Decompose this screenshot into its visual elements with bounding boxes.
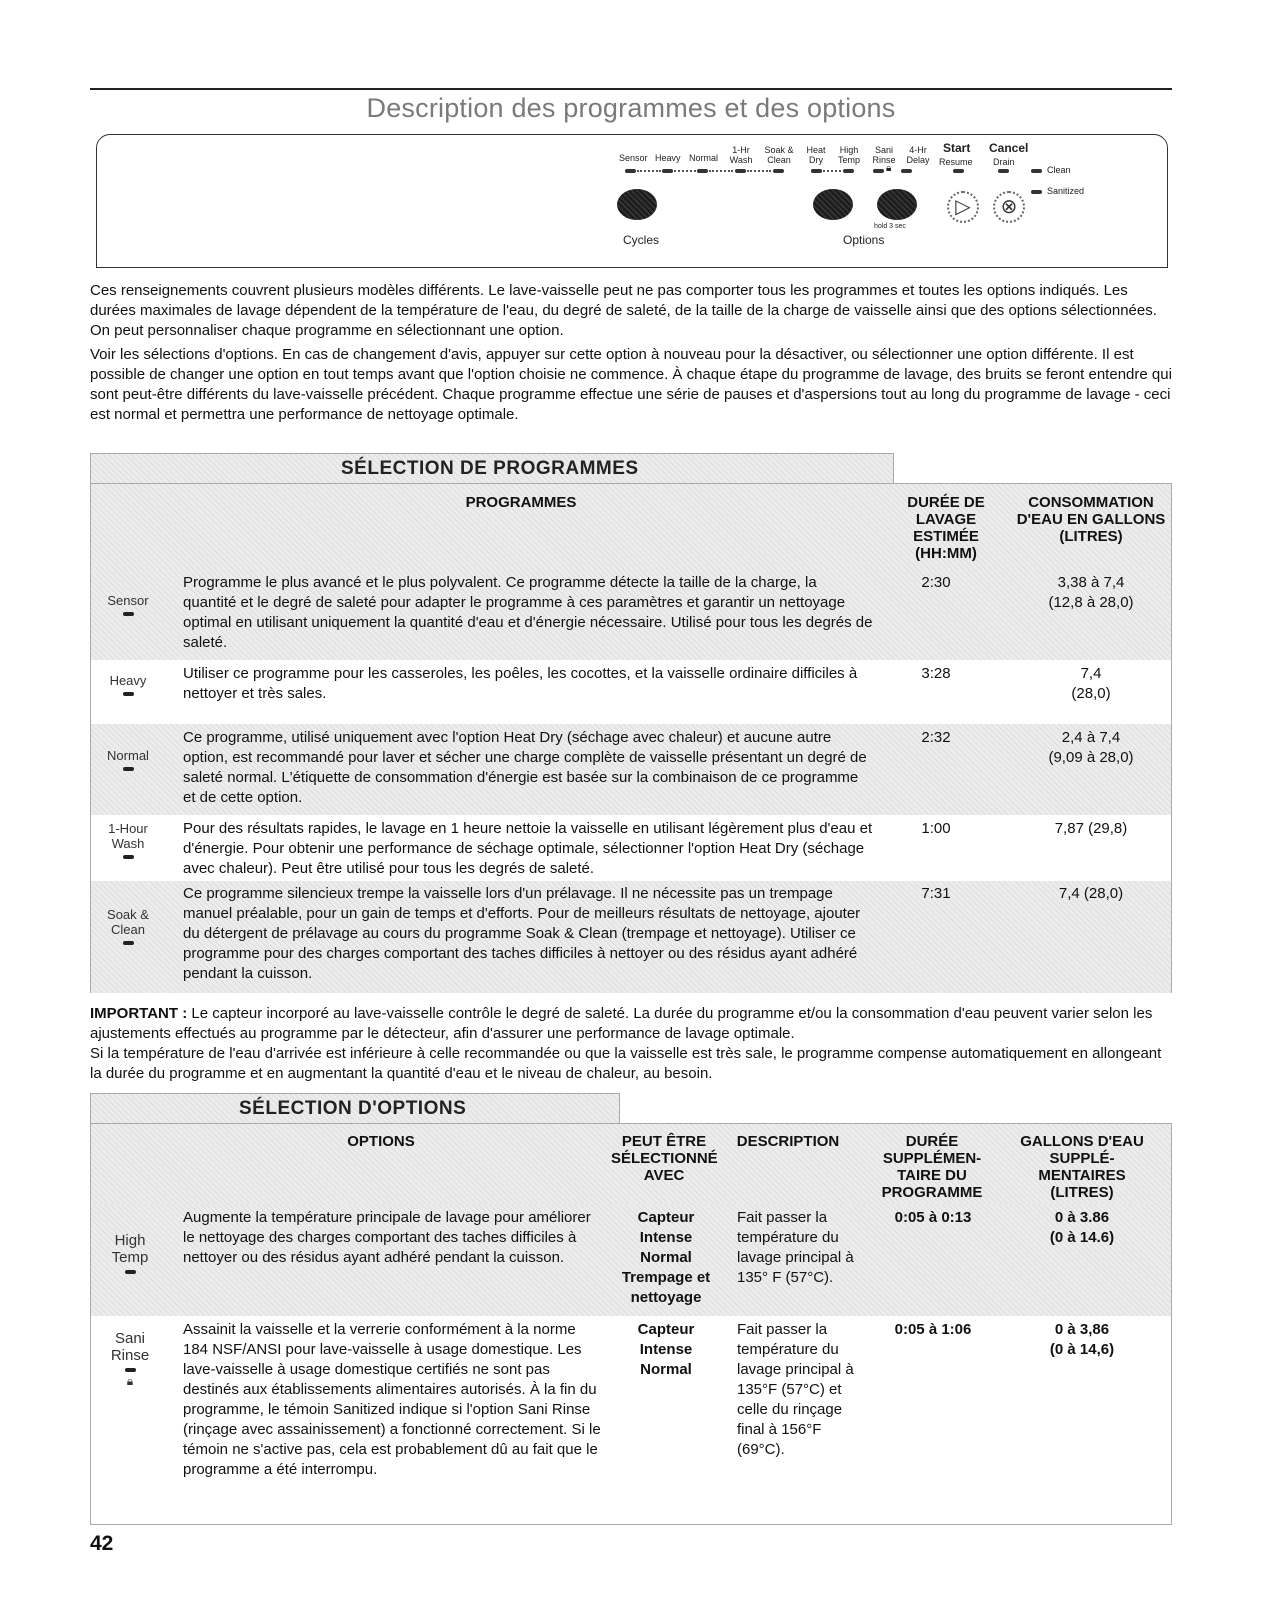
with-item: Trempage et	[621, 1269, 711, 1286]
title-rule	[90, 88, 1172, 90]
program-desc-heavy: Utiliser ce programme pour les casseroles, les poêles, les cocottes, et la vaisselle ordinaire difficiles à nettoyer et très sales.	[183, 665, 858, 702]
high-temp-indicator-icon	[125, 1270, 136, 1274]
program-water-heavy: 7,4	[1080, 665, 1102, 682]
important-note-2: Si la température de l'eau d'arrivée est inférieure à celle recommandée ou que la vaisselle est très sale, le programme compense automatiquement en allongeant la durée du programme et en augmentant la quantité d'eau et le niveau de chaleur, au besoin.	[90, 1045, 1162, 1082]
program-label-1hour-wash: 1-Hour Wash	[103, 821, 153, 859]
indicator-separator	[674, 170, 696, 173]
indicator-separator	[823, 170, 841, 173]
sanitized-indicator	[1031, 190, 1042, 194]
options-table	[90, 1123, 1172, 1525]
program-water-sensor: 3,38 à 7,4	[1057, 574, 1125, 591]
program-desc-1hour-wash: Pour des résultats rapides, le lavage en 1 heure nettoie la vaisselle en utilisant légèrement plus d'eau et d'énergie. Pour obtenir une performance de séchage optimale, sélectionner l'option Heat Dry (séchage avec chaleur). Peut être utilisé pour tous les degrés de saleté.	[183, 820, 873, 877]
program-water-litres-normal: (9,09 à 28,0)	[1048, 749, 1134, 766]
program-desc-normal: Ce programme, utilisé uniquement avec l'option Heat Dry (séchage avec chaleur) et aucune autre option, est recommandé pour laver et sécher une charge complète de vaisselle présentant un degré de saleté normal. L'étiquette de consommation d'énergie est basée sur la combinaison de ce programme et de cette option.	[183, 729, 867, 806]
cancel-indicator	[998, 169, 1009, 173]
normal-indicator-icon	[123, 767, 134, 771]
options-button-left[interactable]	[813, 189, 853, 220]
program-duration-normal: 2:32	[921, 729, 951, 746]
program-row-heavy	[91, 660, 1171, 724]
cycles-button[interactable]	[617, 189, 657, 220]
option-water-high-temp: 0 à 3.86	[1054, 1209, 1110, 1226]
program-water-normal: 2,4 à 7,4	[1061, 729, 1121, 746]
important-note	[90, 1004, 1172, 1044]
col-additional-time: DURÉE SUPPLÉMEN-TAIRE DU PROGRAMME	[881, 1133, 983, 1201]
option-row-high-temp	[91, 1204, 1171, 1316]
option-water-sani-rinse: 0 à 3,86	[1054, 1321, 1110, 1338]
panel-label-1hr-wash: 1-Hr Wash	[729, 145, 753, 165]
option-label-high-temp: High Temp	[103, 1232, 157, 1274]
option-water-litres-high-temp: (0 à 14.6)	[1049, 1229, 1115, 1246]
control-panel-illustration	[96, 134, 1168, 268]
options-button-right[interactable]	[877, 189, 917, 220]
with-item: Normal	[640, 1249, 692, 1266]
panel-label-drain: Drain	[993, 157, 1015, 167]
indicator-separator	[747, 170, 771, 173]
4hr-delay-indicator	[901, 169, 912, 173]
programs-table	[90, 483, 1172, 993]
panel-label-heavy: Heavy	[655, 153, 681, 163]
intro-paragraph-2: Voir les sélections d'options. En cas de changement d'avis, appuyer sur cette option à nouveau pour la désactiver, ou sélectionner une option différente. Il est possible de changer une option en tout temps avant que l'option choisie ne commence. À chaque étape du programme de lavage, des bruits se feront entendre qui sont peut-être différents du lave-vaisselle précédent. Chaque programme effectue une série de pauses et d'aspersions tout au long du programme de lavage - ceci est normal et permettra une performance de nettoyage optimale.	[90, 346, 1172, 423]
program-duration-sensor: 2:30	[921, 574, 951, 591]
program-water-1hour-wash: 7,87 (29,8)	[1054, 820, 1128, 837]
soak-clean-indicator-icon	[123, 941, 134, 945]
options-header-row	[91, 1124, 1171, 1204]
sani-rinse-indicator-icon	[125, 1368, 136, 1372]
indicator-separator	[637, 170, 661, 173]
panel-label-sensor: Sensor	[619, 153, 648, 163]
important-label: IMPORTANT :	[90, 1005, 188, 1022]
cancel-x-icon: ⊗	[1000, 196, 1018, 218]
high-temp-indicator	[843, 169, 854, 173]
program-desc-sensor: Programme le plus avancé et le plus polyvalent. Ce programme détecte la taille de la charge, la quantité et le degré de saleté pour adapter le programme à ces paramètres et garantir un nettoyage optimal en utilisant uniquement la quantité d'eau et d'énergie nécessaire. Utilisé pour tous les degrés de saleté.	[183, 574, 873, 651]
col-description: DESCRIPTION	[736, 1133, 840, 1150]
heavy-indicator-icon	[123, 692, 134, 696]
option-with-high-temp	[611, 1208, 721, 1308]
program-row-soak-clean	[91, 881, 1171, 993]
program-label-sensor: Sensor	[103, 593, 153, 616]
option-label-sani-rinse: Sani Rinse 🔒︎	[110, 1330, 150, 1388]
lock-icon: 🔒︎	[886, 163, 892, 174]
page-number: 42	[90, 1532, 114, 1555]
heat-dry-indicator	[811, 169, 822, 173]
soak-clean-indicator	[773, 169, 784, 173]
program-duration-soak-clean: 7:31	[921, 885, 951, 902]
option-desc-sani-rinse: Assainit la vaisselle et la verrerie conformément à la norme 184 NSF/ANSI pour lave-vaisselle à usage domestique. Les lave-vaisselle à usage domestique certifiés ne sont pas destinés aux établissements alimentaires autorisés. À la fin du programme, le témoin Sanitized indique si l'option Sani Rinse (rinçage avec assainissement) a fonctionné correctement. Si le témoin ne s'active pas, cela est probablement dû au fait que le programme a été interrompu.	[183, 1321, 601, 1478]
start-button[interactable]	[947, 191, 979, 223]
heavy-indicator	[662, 169, 673, 173]
intro-paragraph-1: Ces renseignements couvrent plusieurs modèles différents. Le lave-vaisselle peut ne pas comporter tous les programmes et toutes les options indiqués. Les durées maximales de lavage dépendent de la température de l'eau, du degré de saleté, de la taille de la charge de vaisselle ainsi que des options sélectionnées. On peut personnaliser chaque programme en sélectionnant une option.	[90, 282, 1157, 339]
program-water-litres-sensor: (12,8 à 28,0)	[1048, 594, 1134, 611]
options-heading-tab	[90, 1093, 620, 1123]
with-item: Capteur	[637, 1321, 695, 1338]
start-indicator	[953, 169, 964, 173]
option-water-litres-sani-rinse: (0 à 14,6)	[1049, 1341, 1115, 1358]
programs-heading: SÉLECTION DE PROGRAMMES	[341, 458, 639, 479]
option-description-sani-rinse: Fait passer la température du lavage principal à 135°F (57°C) et celle du rinçage final à 156°F (69°C).	[737, 1321, 854, 1458]
option-row-sani-rinse	[91, 1316, 1171, 1524]
panel-label-high-temp: High Temp	[837, 145, 860, 165]
normal-indicator	[697, 169, 708, 173]
program-label-heavy: Heavy	[103, 673, 153, 696]
program-row-sensor	[91, 569, 1171, 660]
panel-label-soak-clean: Soak & Clean	[764, 145, 794, 165]
col-duration: DURÉE DE LAVAGE ESTIMÉE (HH:MM)	[907, 494, 985, 562]
programs-header-row	[91, 484, 1171, 569]
lock-icon: 🔒︎	[126, 1374, 134, 1388]
cancel-button[interactable]	[993, 191, 1025, 223]
cycles-caption: Cycles	[623, 233, 660, 247]
with-item: Intense	[639, 1229, 693, 1246]
panel-label-sanitized: Sanitized	[1047, 186, 1085, 196]
program-row-normal	[91, 724, 1171, 815]
play-icon: ▷	[955, 196, 971, 218]
panel-label-4hr-delay: 4-Hr Delay	[906, 145, 930, 165]
col-additional-water: GALLONS D'EAU SUPPLÉ-MENTAIRES (LITRES)	[1020, 1133, 1144, 1201]
1hour-wash-indicator-icon	[123, 855, 134, 859]
program-water-soak-clean: 7,4 (28,0)	[1058, 885, 1124, 902]
panel-label-normal: Normal	[689, 153, 719, 163]
with-item: Capteur	[637, 1209, 695, 1226]
panel-label-resume: Resume	[939, 157, 973, 167]
panel-label-sani-rinse: Sani Rinse	[872, 145, 896, 165]
program-water-litres-heavy: (28,0)	[1071, 685, 1111, 702]
program-label-normal: Normal	[103, 748, 153, 771]
col-options: OPTIONS	[347, 1133, 415, 1150]
programs-heading-tab	[90, 453, 894, 483]
option-desc-high-temp: Augmente la température principale de lavage pour améliorer le nettoyage des charges comportant des taches difficiles à nettoyer ou des résidus ayant adhéré pendant la cuisson.	[183, 1209, 591, 1266]
program-duration-1hour-wash: 1:00	[921, 820, 951, 837]
1hr-wash-indicator	[735, 169, 746, 173]
program-label-soak-clean: Soak & Clean	[103, 907, 153, 945]
panel-label-cancel: Cancel	[989, 141, 1029, 155]
indicator-separator	[709, 170, 733, 173]
options-caption: Options	[843, 233, 885, 247]
panel-label-start: Start	[943, 141, 971, 155]
col-water: CONSOMMATION D'EAU EN GALLONS (LITRES)	[1016, 494, 1166, 545]
panel-label-heat-dry: Heat Dry	[806, 145, 826, 165]
program-desc-soak-clean: Ce programme silencieux trempe la vaisselle lors d'un prélavage. Il ne nécessite pas un trempage manuel préalable, pour un gain de temps et d'efforts. Pour de meilleurs résultats de nettoyage, ajouter du détergent de prélavage au cours du programme Soak & Clean (trempage et nettoyage). Utiliser ce programme pour des charges comportant des taches difficiles à nettoyer ou des résidus ayant adhéré pendant la cuisson.	[183, 885, 861, 982]
with-item: Normal	[640, 1361, 692, 1378]
hold-3-sec-note: hold 3 sec	[874, 223, 906, 230]
option-description-high-temp: Fait passer la température du lavage principal à 135° F (57°C).	[737, 1209, 854, 1286]
with-item: Intense	[639, 1341, 693, 1358]
with-item: nettoyage	[630, 1289, 702, 1306]
program-duration-heavy: 3:28	[921, 665, 951, 682]
panel-label-clean: Clean	[1047, 165, 1071, 175]
options-heading: SÉLECTION D'OPTIONS	[239, 1098, 467, 1119]
sani-rinse-indicator	[873, 169, 884, 173]
sensor-indicator-icon	[123, 612, 134, 616]
important-text: Le capteur incorporé au lave-vaisselle contrôle le degré de saleté. La durée du programme et/ou la consommation d'eau peuvent varier selon les ajustements effectués au programme par le détecteur, afin d'assurer une performance de lavage optimale.	[90, 1005, 1153, 1042]
option-with-sani-rinse	[611, 1320, 721, 1380]
option-time-high-temp: 0:05 à 0:13	[894, 1209, 972, 1226]
col-programs: PROGRAMMES	[465, 494, 577, 511]
sensor-indicator	[625, 169, 636, 173]
clean-indicator	[1031, 169, 1042, 173]
page-title: Description des programmes et des options	[366, 93, 896, 123]
program-row-1hour-wash	[91, 815, 1171, 881]
col-selectable-with: PEUT ÊTRE SÉLECTIONNÉ AVEC	[611, 1133, 718, 1184]
option-time-sani-rinse: 0:05 à 1:06	[894, 1321, 972, 1338]
